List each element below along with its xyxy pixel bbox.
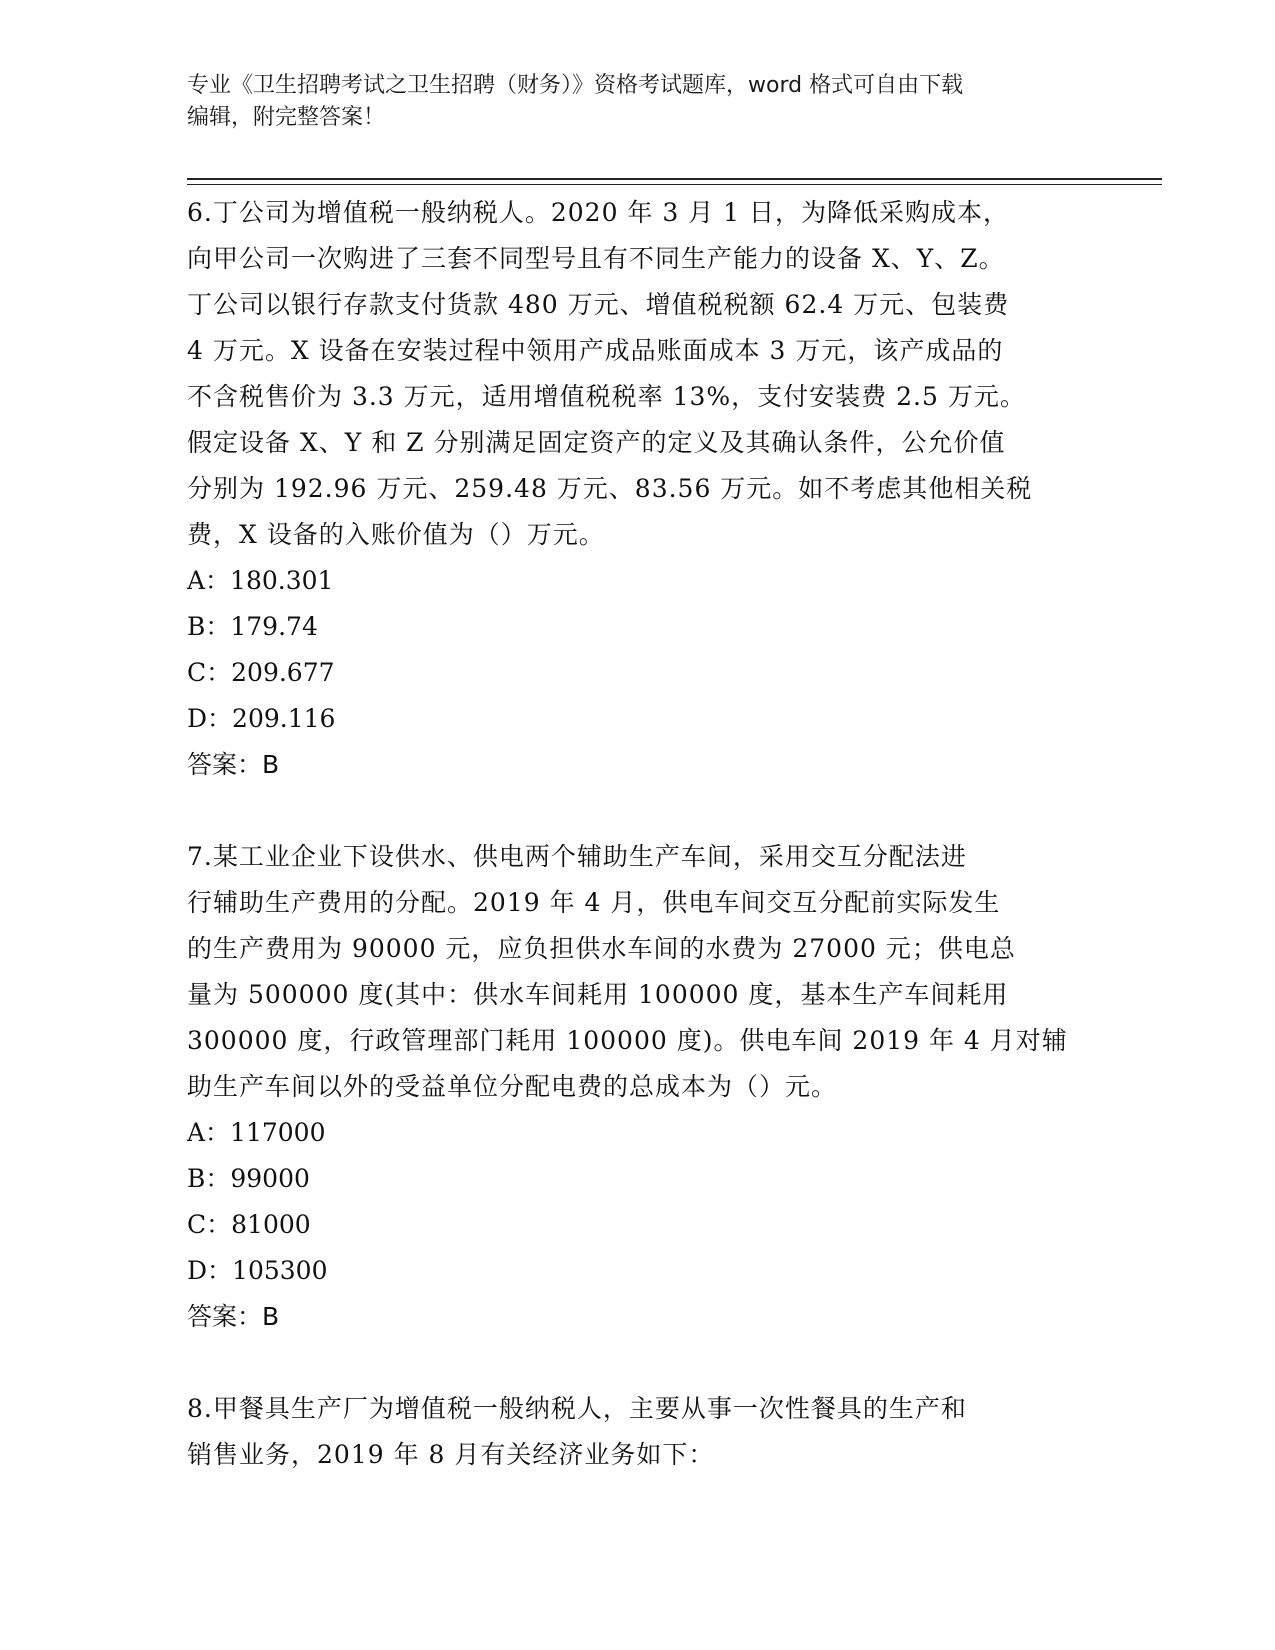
question-6 <box>187 190 1087 788</box>
question-line: 分别为 192.96 万元、259.48 万元、83.56 万元。如不考虑其他相关税 <box>187 474 1033 503</box>
question-7 <box>187 834 1087 1340</box>
question-line: 向甲公司一次购进了三套不同型号且有不同生产能力的设备 X、Y、Z。 <box>187 244 1005 273</box>
question-line: 行辅助生产费用的分配。2019 年 4 月，供电车间交互分配前实际发生 <box>187 888 1001 917</box>
question-8 <box>187 1386 1087 1478</box>
option-b: B：179.74 <box>187 612 318 641</box>
option-a: A：117000 <box>187 1118 326 1147</box>
answer-label: 答案：B <box>187 1302 280 1331</box>
question-line: 6.丁公司为增值税一般纳税人。2020 年 3 月 1 日，为降低采购成本， <box>187 198 1010 227</box>
question-line: 助生产车间以外的受益单位分配电费的总成本为（）元。 <box>187 1072 838 1101</box>
question-line: 量为 500000 度(其中：供水车间耗用 100000 度，基本生产车间耗用 <box>187 980 1009 1009</box>
option-b: B：99000 <box>187 1164 310 1193</box>
answer-label: 答案：B <box>187 750 280 779</box>
question-line: 的生产费用为 90000 元，应负担供水车间的水费为 27000 元；供电总 <box>187 934 1016 963</box>
question-line: 300000 度，行政管理部门耗用 100000 度)。供电车间 2019 年 4 月对辅 <box>187 1026 1068 1055</box>
header-line-2: 编辑，附完整答案！ <box>187 105 386 130</box>
option-d: D：209.116 <box>187 704 336 733</box>
question-line: 假定设备 X、Y 和 Z 分别满足固定资产的定义及其确认条件，公允价值 <box>187 428 1006 457</box>
header-rule-thick <box>187 178 1162 180</box>
question-line: 8.甲餐具生产厂为增值税一般纳税人，主要从事一次性餐具的生产和 <box>187 1394 967 1423</box>
question-line: 丁公司以银行存款支付货款 480 万元、增值税税额 62.4 万元、包装费 <box>187 290 1010 319</box>
question-list <box>187 190 1087 1478</box>
question-line: 不含税售价为 3.3 万元，适用增值税税率 13%，支付安装费 2.5 万元。 <box>187 382 1026 411</box>
question-line: 4 万元。X 设备在安装过程中领用产成品账面成本 3 万元，该产成品的 <box>187 336 1004 365</box>
question-line: 销售业务，2019 年 8 月有关经济业务如下： <box>187 1440 715 1469</box>
header-line-1: 专业《卫生招聘考试之卫生招聘（财务）》资格考试题库，word 格式可自由下载 <box>187 73 964 98</box>
option-c: C：209.677 <box>187 658 335 687</box>
option-a: A：180.301 <box>187 566 334 595</box>
spacer <box>187 788 1087 834</box>
header-rule-thin <box>187 184 1162 185</box>
question-line: 7.某工业企业下设供水、供电两个辅助生产车间，采用交互分配法进 <box>187 842 967 871</box>
question-line: 费，X 设备的入账价值为（）万元。 <box>187 520 605 549</box>
document-header <box>187 70 1087 134</box>
spacer <box>187 1340 1087 1386</box>
option-d: D：105300 <box>187 1256 328 1285</box>
option-c: C：81000 <box>187 1210 311 1239</box>
